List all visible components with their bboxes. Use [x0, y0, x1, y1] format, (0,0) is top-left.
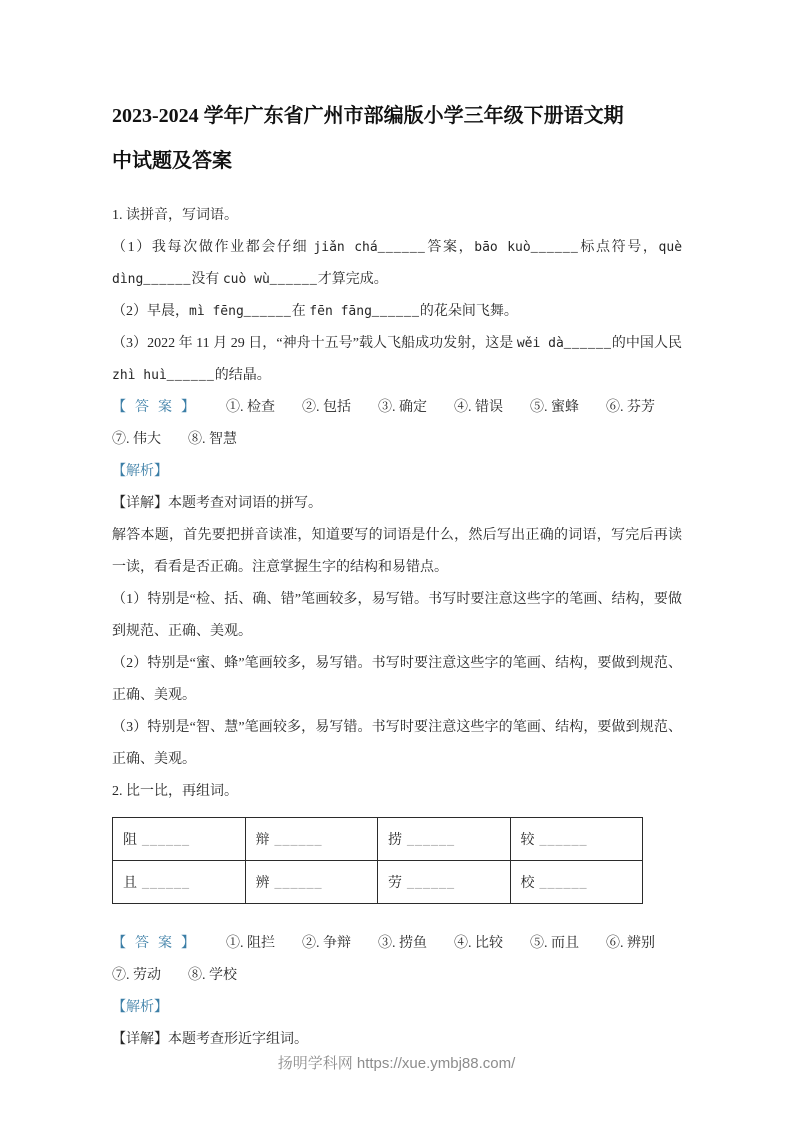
cell-character: 校	[520, 876, 535, 891]
q2-answer-line	[112, 928, 682, 992]
q1-part-2	[112, 296, 682, 328]
text-segment: 的结晶。	[214, 368, 271, 383]
cell-blank-line: ______	[539, 833, 588, 848]
answer-item: ⑥. 芬芳	[606, 400, 655, 415]
cell-blank-line: ______	[274, 876, 323, 891]
cell-character: 阻	[123, 833, 137, 848]
cell-blank-line: ______	[407, 833, 455, 848]
table-cell	[113, 818, 246, 861]
cell-character: 较	[520, 833, 535, 848]
cell-blank-line: ______	[539, 876, 588, 891]
pinyin-segment: cuò wù	[222, 272, 270, 287]
document-content	[112, 94, 682, 1056]
answer-label: 【答案】	[112, 936, 204, 951]
table-cell	[113, 861, 246, 904]
title-line-2: 中试题及答案	[112, 150, 232, 172]
q1-stem: 1. 读拼音，写词语。	[112, 208, 238, 223]
cell-character: 且	[123, 876, 137, 891]
text-segment: 的花朵间飞舞。	[419, 304, 518, 319]
pinyin-segment: zhì huì	[112, 368, 167, 383]
pinyin-segment: mì fēng	[189, 304, 244, 319]
q1-part-1	[112, 232, 682, 296]
q2-stem: 2. 比一比，再组词。	[112, 784, 238, 799]
blank-line: ______	[269, 272, 318, 287]
q2-analysis-label: 【解析】	[112, 1000, 168, 1015]
cell-character: 辩	[255, 833, 270, 848]
page-title	[112, 94, 682, 184]
cell-blank-line: ______	[142, 876, 190, 891]
answer-item: ③. 确定	[378, 400, 427, 415]
cell-character: 劳	[388, 876, 402, 891]
q1-part-3	[112, 328, 682, 392]
pinyin-segment: bāo kuò	[474, 240, 531, 255]
text-segment: 才算完成。	[317, 272, 388, 287]
text-segment: （1）我每次做作业都会仔细	[112, 240, 314, 255]
table-cell	[510, 861, 643, 904]
answer-item: ①. 检查	[226, 400, 275, 415]
blank-line: ______	[377, 240, 426, 255]
table-row	[113, 861, 643, 904]
cell-character: 捞	[388, 833, 402, 848]
q1-explanation-4: （3）特别是“智、慧”笔画较多，易写错。书写时要注意这些字的笔画、结构，要做到规范、正确、美观。	[112, 720, 682, 767]
blank-line: ______	[371, 304, 420, 319]
answer-item: ④. 比较	[454, 936, 503, 951]
answer-item: ⑥. 辨别	[606, 936, 655, 951]
title-line-1: 2023-2024 学年广东省广州市部编版小学三年级下册语文期	[112, 105, 624, 127]
pinyin-segment: jiǎn chá	[313, 240, 378, 255]
answer-item: ⑦. 伟大	[112, 432, 161, 447]
text-segment: （2）早晨，	[112, 304, 189, 319]
pinyin-segment: wěi dà	[516, 336, 564, 351]
q2-word-table-body	[113, 818, 643, 904]
footer-watermark: 扬明学科网 https://xue.ymbj88.com/	[277, 1055, 516, 1072]
blank-line: ______	[563, 336, 612, 351]
text-segment: 答案，	[425, 240, 475, 255]
pinyin-segment: fēn fāng	[309, 304, 372, 319]
answer-label: 【答案】	[112, 400, 204, 415]
q2-word-table	[112, 817, 643, 904]
cell-blank-line: ______	[274, 833, 323, 848]
text-segment: （3）2022 年 11 月 29 日，“神舟十五号”载人飞船成功发射，这是	[112, 336, 517, 351]
q1-explanation-3: （2）特别是“蜜、蜂”笔画较多，易写错。书写时要注意这些字的笔画、结构，要做到规范、正确、美观。	[112, 656, 682, 703]
text-segment: 在	[291, 304, 310, 319]
q1-explanation-2: （1）特别是“检、括、确、错”笔画较多，易写错。书写时要注意这些字的笔画、结构，要做到规范、正确、美观。	[112, 592, 682, 639]
blank-line: ______	[243, 304, 292, 319]
table-cell	[378, 818, 511, 861]
blank-line: ______	[530, 240, 579, 255]
answer-item: ④. 错误	[454, 400, 503, 415]
answer-item: ①. 阻拦	[226, 936, 275, 951]
answer-item: ⑧. 智慧	[188, 432, 237, 447]
q1-detail: 【详解】本题考查对词语的拼写。	[112, 496, 322, 511]
answer-item: ⑧. 学校	[188, 968, 237, 983]
cell-character: 辨	[255, 876, 270, 891]
pinyin-segment: què dìng	[112, 240, 683, 287]
table-cell	[245, 818, 378, 861]
q1-answer-line	[112, 392, 682, 456]
table-cell	[510, 818, 643, 861]
table-row	[113, 818, 643, 861]
answer-item: ⑦. 劳动	[112, 968, 161, 983]
q1-explanation-1: 解答本题，首先要把拼音读准，知道要写的词语是什么，然后写出正确的词语，写完后再读一读，看看是否正确。注意掌握生字的结构和易错点。	[112, 528, 682, 575]
answer-item: ⑤. 蜜蜂	[530, 400, 579, 415]
q2-detail: 【详解】本题考查形近字组词。	[112, 1032, 308, 1047]
table-cell	[378, 861, 511, 904]
cell-blank-line: ______	[407, 876, 455, 891]
text-segment: 的中国人民	[611, 336, 682, 351]
answer-item: ②. 争辩	[302, 936, 351, 951]
blank-line: ______	[143, 272, 192, 287]
text-segment: 没有	[191, 272, 223, 287]
answer-item: ③. 捞鱼	[378, 936, 427, 951]
cell-blank-line: ______	[142, 833, 190, 848]
q1-analysis-label: 【解析】	[112, 464, 168, 479]
blank-line: ______	[166, 368, 215, 383]
answer-item: ⑤. 而且	[530, 936, 579, 951]
text-segment: 标点符号，	[578, 240, 659, 255]
answer-item: ②. 包括	[302, 400, 351, 415]
table-cell	[245, 861, 378, 904]
